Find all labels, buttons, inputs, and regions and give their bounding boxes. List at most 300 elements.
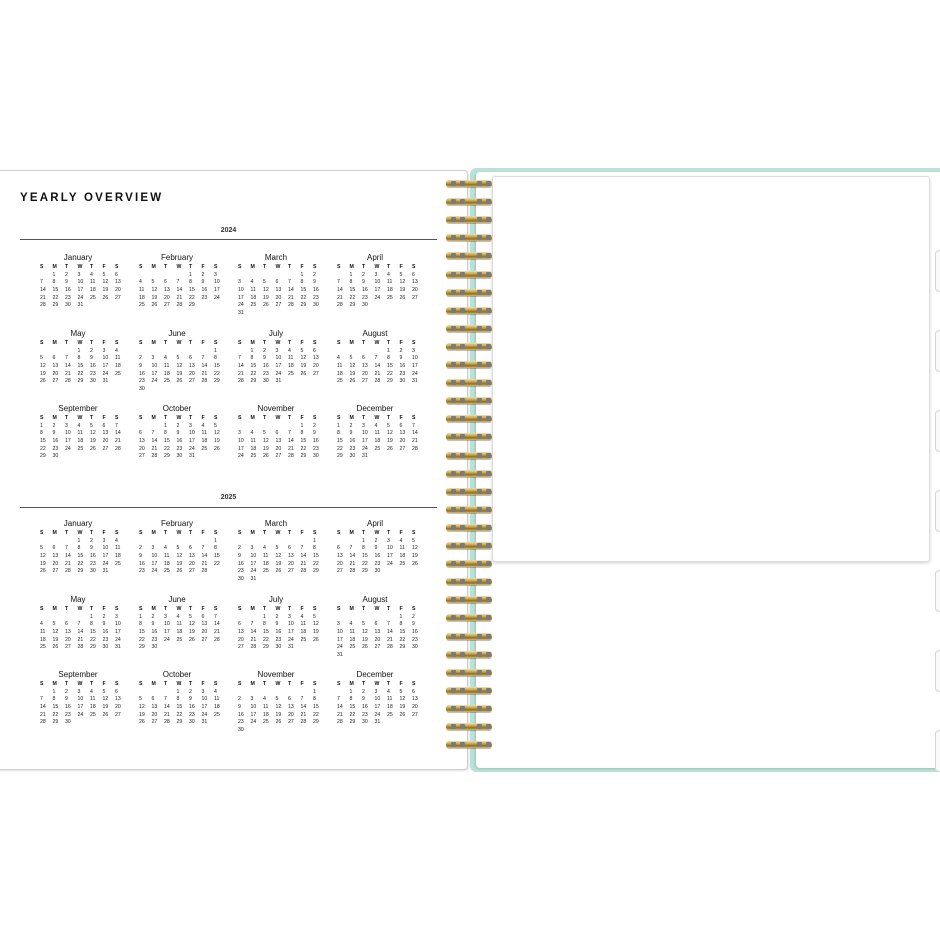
day-cell: 20 bbox=[52, 560, 59, 567]
day-cell: 2 bbox=[362, 271, 365, 278]
day-cell: 4 bbox=[40, 621, 43, 628]
day-cell: 31 bbox=[362, 453, 368, 460]
weekday-label: T bbox=[164, 264, 168, 270]
day-cell: 11 bbox=[349, 629, 355, 636]
day-cell: 10 bbox=[102, 355, 109, 362]
weekday-label: T bbox=[65, 264, 69, 270]
day-cell: 5 bbox=[40, 545, 43, 552]
weekday-label: F bbox=[201, 415, 205, 421]
day-cell: 15 bbox=[263, 629, 269, 636]
day-cell: 23 bbox=[362, 294, 368, 301]
divider-tab[interactable] bbox=[935, 330, 940, 372]
empty-cell bbox=[164, 348, 177, 356]
pocket-insert bbox=[492, 176, 930, 562]
weekday-label: F bbox=[102, 606, 106, 612]
day-cell: 25 bbox=[164, 378, 170, 385]
month-september bbox=[40, 404, 122, 461]
day-cell: 2 bbox=[151, 613, 155, 620]
day-cell: 30 bbox=[412, 644, 418, 651]
day-cell: 27 bbox=[151, 719, 158, 726]
day-cell: 19 bbox=[52, 636, 59, 643]
day-cell: 2 bbox=[238, 545, 241, 552]
spiral-coil bbox=[446, 361, 492, 368]
day-cell: 2 bbox=[238, 696, 241, 703]
empty-cell bbox=[238, 272, 251, 280]
day-cell: 2 bbox=[139, 355, 142, 362]
day-cell: 8 bbox=[52, 279, 56, 286]
day-cell: 10 bbox=[362, 430, 368, 437]
punch-hole bbox=[486, 742, 491, 747]
day-cell: 30 bbox=[275, 644, 282, 651]
day-cell: 5 bbox=[313, 613, 316, 620]
month-name: December bbox=[356, 404, 394, 413]
month-name: March bbox=[264, 253, 288, 262]
punch-hole bbox=[451, 380, 456, 385]
day-cell: 24 bbox=[115, 636, 121, 643]
month-name: May bbox=[70, 329, 86, 338]
punch-hole bbox=[477, 471, 482, 476]
day-cell: 30 bbox=[238, 727, 244, 734]
punch-hole bbox=[460, 253, 465, 258]
day-cell: 31 bbox=[201, 719, 208, 726]
day-cell: 29 bbox=[399, 644, 406, 651]
day-cell: 21 bbox=[201, 560, 208, 567]
day-cell: 17 bbox=[65, 438, 71, 445]
day-cell: 14 bbox=[151, 438, 158, 445]
empty-cell bbox=[276, 423, 289, 431]
divider-tab[interactable] bbox=[935, 730, 940, 772]
day-cell: 21 bbox=[176, 294, 183, 301]
day-cell: 22 bbox=[176, 711, 183, 718]
day-cell: 13 bbox=[374, 629, 381, 636]
weekday-label: W bbox=[176, 264, 182, 270]
day-cell: 17 bbox=[275, 363, 282, 370]
day-cell: 19 bbox=[139, 711, 145, 718]
day-cell: 21 bbox=[300, 711, 307, 718]
day-cell: 9 bbox=[412, 621, 415, 628]
day-cell: 5 bbox=[263, 430, 266, 437]
day-cell: 21 bbox=[337, 294, 343, 301]
weekday-label: M bbox=[151, 340, 156, 346]
weekday-label: M bbox=[349, 264, 354, 270]
month-name: June bbox=[168, 595, 186, 604]
spiral-coil bbox=[446, 524, 492, 531]
day-cell: 13 bbox=[275, 438, 282, 445]
day-cell: 22 bbox=[77, 370, 84, 377]
day-cell: 8 bbox=[300, 279, 304, 286]
punch-hole bbox=[451, 634, 456, 639]
punch-hole bbox=[451, 688, 456, 693]
day-cell: 2 bbox=[313, 422, 316, 429]
day-cell: 29 bbox=[349, 719, 356, 726]
punch-hole bbox=[451, 597, 456, 602]
month-september bbox=[40, 670, 122, 727]
punch-hole bbox=[486, 724, 491, 729]
day-cell: 17 bbox=[77, 704, 84, 711]
punch-hole bbox=[486, 634, 491, 639]
day-cell: 13 bbox=[313, 355, 319, 362]
day-cell: 14 bbox=[115, 430, 121, 437]
day-cell: 16 bbox=[65, 287, 71, 294]
day-cell: 21 bbox=[164, 711, 170, 718]
empty-cell bbox=[152, 689, 165, 697]
day-cell: 20 bbox=[189, 370, 195, 377]
weekday-label: F bbox=[201, 340, 205, 346]
day-cell: 5 bbox=[189, 613, 192, 620]
month-grid bbox=[139, 530, 221, 576]
weekday-label: T bbox=[90, 681, 94, 687]
day-cell: 17 bbox=[201, 704, 208, 711]
empty-cell bbox=[337, 272, 350, 280]
day-cell: 21 bbox=[337, 711, 343, 718]
divider-tab[interactable] bbox=[935, 410, 940, 452]
day-cell: 18 bbox=[214, 704, 220, 711]
day-cell: 22 bbox=[399, 636, 406, 643]
month-december bbox=[337, 404, 419, 461]
weekday-label: T bbox=[288, 530, 292, 536]
weekday-label: S bbox=[337, 415, 341, 421]
spiral-coil bbox=[446, 198, 492, 205]
punch-hole bbox=[451, 434, 456, 439]
day-cell: 11 bbox=[176, 621, 182, 628]
day-cell: 31 bbox=[77, 302, 84, 309]
empty-cell bbox=[301, 689, 314, 697]
weekday-label: T bbox=[362, 340, 366, 346]
day-cell: 2 bbox=[362, 688, 365, 695]
day-cell: 30 bbox=[313, 453, 319, 460]
month-name: October bbox=[162, 404, 192, 413]
day-cell: 17 bbox=[115, 629, 121, 636]
empty-cell bbox=[251, 614, 264, 622]
day-cell: 4 bbox=[201, 422, 205, 429]
day-cell: 14 bbox=[250, 629, 257, 636]
day-cell: 25 bbox=[300, 636, 307, 643]
day-cell: 11 bbox=[250, 287, 256, 294]
day-cell: 24 bbox=[164, 636, 170, 643]
day-cell: 7 bbox=[65, 355, 68, 362]
weekday-label: S bbox=[412, 415, 416, 421]
day-cell: 25 bbox=[164, 568, 170, 575]
empty-cell bbox=[276, 689, 289, 697]
day-cell: 9 bbox=[90, 355, 93, 362]
day-cell: 20 bbox=[52, 370, 59, 377]
day-cell: 11 bbox=[387, 696, 393, 703]
day-cell: 19 bbox=[412, 553, 418, 560]
weekday-label: T bbox=[189, 530, 193, 536]
weekday-label: T bbox=[90, 264, 94, 270]
weekday-label: M bbox=[52, 530, 57, 536]
day-cell: 17 bbox=[387, 553, 393, 560]
punch-hole bbox=[477, 253, 482, 258]
day-cell: 20 bbox=[399, 438, 406, 445]
day-cell: 15 bbox=[362, 553, 368, 560]
day-cell: 30 bbox=[65, 302, 71, 309]
weekday-label: M bbox=[151, 681, 156, 687]
day-cell: 8 bbox=[362, 545, 365, 552]
day-cell: 18 bbox=[300, 629, 307, 636]
punch-hole bbox=[477, 453, 482, 458]
day-cell: 26 bbox=[40, 568, 46, 575]
day-cell: 11 bbox=[90, 696, 96, 703]
day-cell: 31 bbox=[374, 719, 381, 726]
day-cell: 21 bbox=[250, 636, 257, 643]
day-cell: 16 bbox=[399, 363, 406, 370]
weekday-label: W bbox=[374, 681, 380, 687]
day-cell: 29 bbox=[176, 719, 183, 726]
day-cell: 21 bbox=[288, 445, 294, 452]
day-cell: 25 bbox=[90, 711, 96, 718]
day-cell: 7 bbox=[151, 430, 155, 437]
month-grid bbox=[139, 340, 221, 394]
month-name: April bbox=[366, 253, 383, 262]
spiral-coil bbox=[446, 470, 492, 477]
weekday-label: T bbox=[387, 681, 391, 687]
day-cell: 6 bbox=[275, 430, 279, 437]
empty-cell bbox=[263, 538, 276, 546]
punch-hole bbox=[451, 272, 456, 277]
day-cell: 18 bbox=[349, 636, 356, 643]
divider-tab[interactable] bbox=[935, 570, 940, 612]
day-cell: 5 bbox=[387, 422, 390, 429]
day-cell: 9 bbox=[238, 704, 241, 711]
day-cell: 13 bbox=[337, 553, 343, 560]
day-cell: 3 bbox=[115, 613, 118, 620]
day-cell: 29 bbox=[337, 453, 343, 460]
day-cell: 20 bbox=[337, 560, 343, 567]
day-cell: 10 bbox=[214, 279, 220, 286]
day-cell: 22 bbox=[52, 294, 59, 301]
day-cell: 14 bbox=[40, 704, 46, 711]
day-cell: 13 bbox=[362, 363, 368, 370]
punch-hole bbox=[460, 272, 465, 277]
empty-cell bbox=[139, 538, 152, 546]
day-cell: 7 bbox=[201, 355, 205, 362]
month-name: March bbox=[264, 519, 288, 528]
empty-cell bbox=[251, 272, 264, 280]
day-cell: 13 bbox=[189, 553, 195, 560]
punch-hole bbox=[477, 181, 482, 186]
day-cell: 28 bbox=[40, 302, 46, 309]
day-cell: 22 bbox=[313, 560, 319, 567]
day-cell: 20 bbox=[151, 711, 158, 718]
day-cell: 14 bbox=[288, 438, 294, 445]
day-cell: 13 bbox=[275, 287, 282, 294]
empty-cell bbox=[251, 423, 264, 431]
day-cell: 4 bbox=[164, 545, 167, 552]
day-cell: 9 bbox=[139, 363, 142, 370]
day-cell: 27 bbox=[288, 719, 294, 726]
day-cell: 26 bbox=[176, 568, 183, 575]
day-cell: 6 bbox=[52, 355, 56, 362]
day-cell: 23 bbox=[399, 370, 406, 377]
weekday-label: T bbox=[189, 681, 193, 687]
month-name: February bbox=[160, 519, 193, 528]
month-october bbox=[139, 404, 221, 461]
punch-hole bbox=[460, 652, 465, 657]
day-cell: 26 bbox=[399, 294, 406, 301]
day-cell: 28 bbox=[115, 445, 121, 452]
weekday-label: T bbox=[387, 530, 391, 536]
empty-cell bbox=[40, 538, 53, 546]
day-cell: 9 bbox=[52, 430, 56, 437]
day-cell: 27 bbox=[52, 568, 59, 575]
day-cell: 26 bbox=[139, 719, 145, 726]
day-cell: 13 bbox=[412, 696, 418, 703]
month-october bbox=[139, 670, 221, 727]
day-cell: 25 bbox=[387, 711, 393, 718]
day-cell: 5 bbox=[275, 545, 279, 552]
day-cell: 16 bbox=[151, 629, 158, 636]
day-cell: 4 bbox=[176, 613, 180, 620]
day-cell: 1 bbox=[139, 613, 142, 620]
day-cell: 12 bbox=[189, 621, 195, 628]
day-cell: 11 bbox=[288, 355, 294, 362]
spiral-coil bbox=[446, 723, 492, 730]
day-cell: 18 bbox=[263, 711, 269, 718]
day-cell: 9 bbox=[139, 553, 142, 560]
divider-tab[interactable] bbox=[935, 250, 940, 292]
day-cell: 14 bbox=[176, 287, 183, 294]
empty-cell bbox=[40, 689, 53, 697]
day-cell: 13 bbox=[115, 279, 121, 286]
day-cell: 19 bbox=[399, 704, 406, 711]
empty-cell bbox=[263, 272, 276, 280]
empty-cell bbox=[337, 689, 350, 697]
weekday-label: S bbox=[238, 415, 242, 421]
day-cell: 25 bbox=[250, 453, 257, 460]
weekday-label: M bbox=[250, 606, 255, 612]
punch-hole bbox=[451, 398, 456, 403]
day-cell: 21 bbox=[300, 560, 307, 567]
day-cell: 30 bbox=[189, 719, 195, 726]
punch-hole bbox=[451, 652, 456, 657]
spiral-coil bbox=[446, 542, 492, 549]
weekday-label: W bbox=[275, 415, 281, 421]
day-cell: 14 bbox=[238, 363, 244, 370]
month-name: October bbox=[162, 670, 192, 679]
weekday-label: W bbox=[77, 415, 83, 421]
punch-hole bbox=[486, 453, 491, 458]
day-cell: 17 bbox=[238, 294, 244, 301]
day-cell: 23 bbox=[263, 370, 269, 377]
weekday-label: F bbox=[399, 606, 403, 612]
day-cell: 15 bbox=[313, 704, 319, 711]
day-cell: 3 bbox=[337, 621, 340, 628]
day-cell: 12 bbox=[399, 279, 406, 286]
divider-tab[interactable] bbox=[935, 490, 940, 532]
weekday-label: S bbox=[337, 681, 341, 687]
month-april bbox=[337, 253, 419, 310]
day-cell: 14 bbox=[337, 704, 343, 711]
day-cell: 29 bbox=[387, 378, 393, 385]
day-cell: 23 bbox=[275, 636, 282, 643]
day-cell: 22 bbox=[214, 370, 220, 377]
weekday-label: F bbox=[201, 530, 205, 536]
day-cell: 3 bbox=[201, 688, 205, 695]
page-title: YEARLY OVERVIEW bbox=[20, 192, 164, 204]
spiral-coil bbox=[446, 252, 492, 259]
day-cell: 12 bbox=[300, 355, 307, 362]
day-cell: 18 bbox=[201, 438, 208, 445]
day-cell: 12 bbox=[90, 430, 96, 437]
day-cell: 26 bbox=[102, 294, 109, 301]
punch-hole bbox=[451, 290, 456, 295]
month-name: June bbox=[168, 329, 186, 338]
day-cell: 28 bbox=[337, 719, 343, 726]
punch-hole bbox=[451, 181, 456, 186]
day-cell: 31 bbox=[275, 378, 282, 385]
weekday-label: S bbox=[214, 340, 218, 346]
day-cell: 11 bbox=[40, 629, 46, 636]
punch-hole bbox=[460, 597, 465, 602]
day-cell: 12 bbox=[102, 279, 109, 286]
day-cell: 15 bbox=[77, 363, 84, 370]
punch-hole bbox=[451, 253, 456, 258]
punch-hole bbox=[451, 362, 456, 367]
punch-hole bbox=[486, 217, 491, 222]
spiral-coil bbox=[446, 578, 492, 585]
divider-tab[interactable] bbox=[935, 650, 940, 692]
day-cell: 29 bbox=[77, 378, 84, 385]
day-cell: 7 bbox=[115, 422, 118, 429]
month-grid bbox=[40, 530, 122, 576]
empty-cell bbox=[288, 538, 301, 546]
day-cell: 17 bbox=[250, 560, 257, 567]
empty-cell bbox=[238, 614, 251, 622]
month-grid bbox=[40, 340, 122, 386]
weekday-label: T bbox=[387, 264, 391, 270]
weekday-label: T bbox=[90, 606, 94, 612]
day-cell: 10 bbox=[337, 629, 343, 636]
day-cell: 19 bbox=[399, 287, 406, 294]
weekday-label: S bbox=[115, 681, 119, 687]
day-cell: 14 bbox=[77, 629, 84, 636]
day-cell: 15 bbox=[139, 629, 145, 636]
day-cell: 13 bbox=[412, 279, 418, 286]
day-cell: 14 bbox=[201, 553, 208, 560]
day-cell: 25 bbox=[399, 560, 406, 567]
punch-hole bbox=[486, 416, 491, 421]
day-cell: 15 bbox=[250, 363, 257, 370]
punch-hole bbox=[486, 597, 491, 602]
weekday-label: S bbox=[313, 264, 317, 270]
day-cell: 28 bbox=[288, 453, 294, 460]
punch-hole bbox=[477, 398, 482, 403]
day-cell: 28 bbox=[77, 644, 84, 651]
day-cell: 21 bbox=[387, 636, 393, 643]
weekday-label: M bbox=[52, 606, 57, 612]
empty-cell bbox=[263, 689, 276, 697]
day-cell: 12 bbox=[412, 545, 418, 552]
day-cell: 23 bbox=[102, 636, 109, 643]
day-cell: 4 bbox=[263, 545, 266, 552]
month-june bbox=[139, 595, 221, 652]
day-cell: 7 bbox=[412, 422, 415, 429]
day-cell: 5 bbox=[300, 347, 304, 354]
day-cell: 11 bbox=[164, 363, 170, 370]
empty-cell bbox=[337, 614, 350, 622]
spiral-coil bbox=[446, 289, 492, 296]
day-cell: 31 bbox=[238, 310, 244, 317]
day-cell: 6 bbox=[115, 271, 118, 278]
day-cell: 6 bbox=[374, 621, 378, 628]
day-cell: 3 bbox=[77, 271, 81, 278]
weekday-label: T bbox=[387, 415, 391, 421]
day-cell: 31 bbox=[337, 652, 343, 659]
punch-hole bbox=[460, 634, 465, 639]
punch-hole bbox=[460, 706, 465, 711]
weekday-label: T bbox=[164, 530, 168, 536]
